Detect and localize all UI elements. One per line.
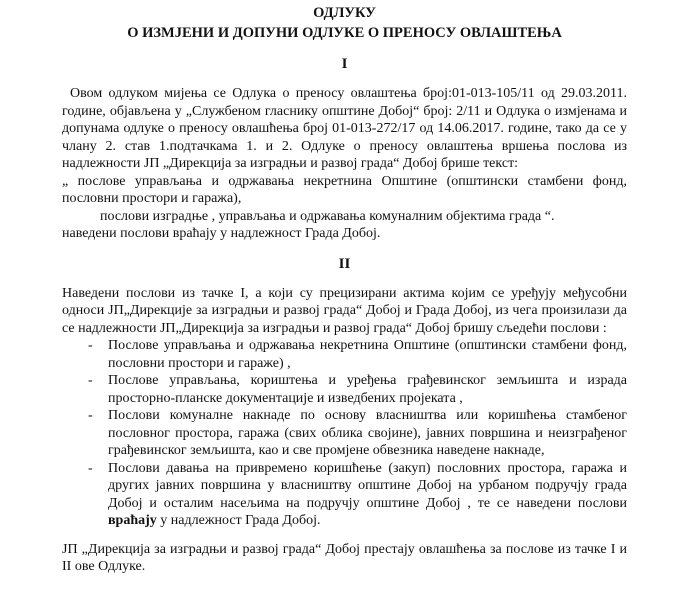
list-item-text: Послове управљања, кориштења и уређења грађевинског земљишта и израда просторно-планске документације и изведбених пројеката , [108,373,627,406]
list-item [88,407,627,460]
section-1-heading: I [341,56,348,72]
list-item-text: Послови давања на привремено коришћење (закуп) пословних простора, гаража и других јавних површина у власништву општине Добој на урбаном подручју града Добој и осталим насељима на подручју општине Добој , те се наведени послови [108,460,627,511]
section-2-paragraph: Наведени послови из тачке I, а који су прецизирани актима којим се уређују међусобни односи ЈП„Дирекције за изградњи и развој града“ Добој и Града Добој, из чега произилази да се надлежности ЈП„Дирекција за изградњи и развој града“ Добој бришу сљедећи послови : [62,285,627,336]
section-1-closing-line: наведени послови враћају у надлежност Града Добој. [62,226,381,241]
list-item [88,372,627,407]
dash-bullet-icon: - [88,408,93,423]
list-item-text: Послови комуналне накнаде по основу власништва или коришћења стамбеног пословног простора, гаража (свих облика својине), јавних површина и неизграђеног грађевинског земљишта, као и све промјене обвезника наведене накнаде, [108,408,627,458]
list-item-text: у надлежност Града Добој. [156,513,321,528]
closing-paragraph: ЈП „Дирекција за изградњи и развој града“ Добој престају овлашћења за послове из тачке I и II ове Одлуке. [62,541,627,574]
dash-bullet-icon: - [88,460,93,476]
list-item-text: Послове управљања и одржавања некретнина Општине (општински стамбени фонд, пословни простори и гараже) , [108,338,627,371]
section-1-quote-line1: „ послове управљања и одржавања некретнина Општине (општински стамбени фонд, пословни простори и гаража), [62,173,627,206]
document-title-line1: ОДЛУКУ [313,5,376,21]
section-1-quote-line2: послови изградње , управљања и одржавања комуналним објектима града “. [100,208,555,224]
document-title-line2: О ИЗМЈЕНИ И ДОПУНИ ОДЛУКЕ О ПРЕНОСУ ОВЛАШТЕЊА [127,25,562,41]
list-item [88,337,627,372]
dash-bullet-icon: - [88,338,93,353]
section-2-bullet-list [88,337,627,530]
dash-bullet-icon: - [88,373,93,388]
list-item-bold-word: враћају [108,513,157,528]
list-item [88,460,627,530]
section-1-paragraph: Овом одлуком мијења се Одлука о преносу овлаштења број:01-013-105/11 од 29.03.2011. године, објављена у „Службеном гласнику општине Добој“ број: 2/11 и Одлука о измјенама и допунама одлуке о преносу овлашћења број 01-013-272/17 од 14.06.2017. године, тако да се у члану 2. став 1.подтачкама 1. и 2. Одлуке о преносу овлаштења вршења послова из надлежности ЈП „Дирекција за изградњи и развој града“ Добој брише текст: [62,86,627,171]
section-2-heading: II [338,255,351,272]
